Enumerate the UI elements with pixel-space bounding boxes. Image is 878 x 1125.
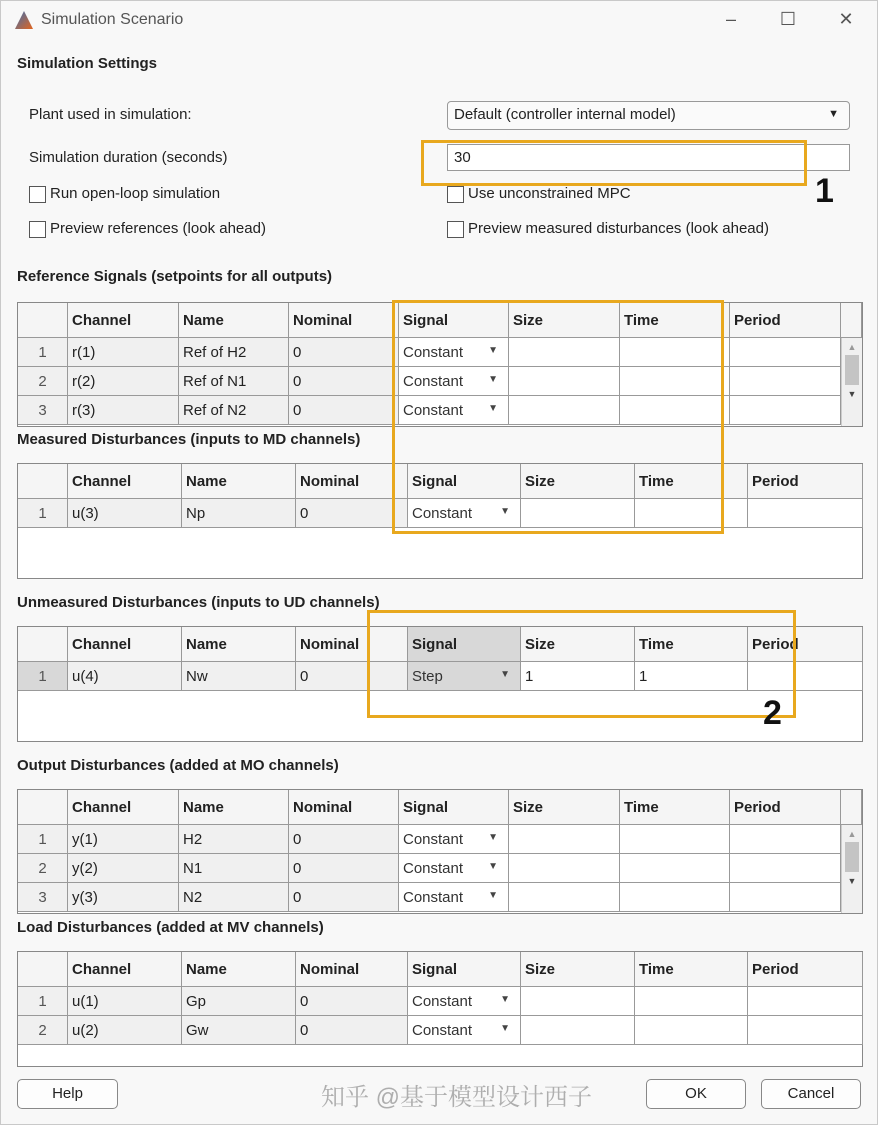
signal-value: Step (412, 668, 443, 685)
checkbox-box[interactable] (447, 221, 464, 238)
table-heading: Measured Disturbances (inputs to MD channels) (17, 431, 361, 448)
row-index: 1 (18, 825, 68, 854)
scroll-up-icon[interactable]: ▲ (847, 829, 857, 839)
simulation-settings-heading: Simulation Settings (17, 55, 158, 72)
checkbox-label: Run open-loop simulation (50, 185, 221, 202)
column-header-time[interactable]: Time (635, 627, 748, 662)
cell-name[interactable]: H2 (179, 825, 289, 854)
close-button[interactable]: ✕ (838, 9, 854, 29)
signal-value: Constant (403, 402, 464, 419)
checkbox-open-loop[interactable] (29, 185, 220, 203)
cell-time[interactable] (620, 854, 730, 883)
cell-period[interactable] (730, 854, 841, 883)
checkbox-box[interactable] (29, 186, 46, 203)
cell-nominal[interactable]: 0 (296, 662, 408, 691)
column-header-signal[interactable]: Signal (408, 627, 521, 662)
row-index: 3 (18, 396, 68, 425)
cell-nominal[interactable]: 0 (289, 396, 399, 425)
column-header-channel[interactable]: Channel (68, 790, 179, 825)
column-header-signal[interactable]: Signal (399, 790, 509, 825)
checkbox-preview-md[interactable] (447, 220, 769, 238)
row-index: 1 (18, 662, 68, 691)
row-index: 2 (18, 854, 68, 883)
cell-name[interactable]: Ref of N1 (179, 367, 289, 396)
cancel-button[interactable]: Cancel (761, 1079, 861, 1109)
cell-channel[interactable]: u(3) (68, 499, 182, 528)
cell-nominal[interactable]: 0 (296, 1016, 408, 1045)
chevron-down-icon: ▼ (488, 374, 498, 385)
cell-period[interactable] (730, 883, 841, 912)
watermark: 知乎 @基于模型设计西子 (321, 1084, 593, 1111)
column-header-period[interactable]: Period (748, 627, 863, 662)
column-header-nominal[interactable]: Nominal (296, 627, 408, 662)
cell-size[interactable] (509, 854, 620, 883)
column-header-channel[interactable]: Channel (68, 303, 179, 338)
checkbox-label: Preview measured disturbances (look ahead) (468, 220, 769, 237)
cell-size[interactable] (509, 825, 620, 854)
cell-nominal[interactable]: 0 (289, 854, 399, 883)
column-header-period[interactable]: Period (730, 790, 841, 825)
chevron-down-icon: ▼ (500, 1023, 510, 1034)
cell-channel[interactable]: y(3) (68, 883, 179, 912)
checkbox-preview-references[interactable] (29, 220, 266, 238)
scrollbar-thumb[interactable] (845, 842, 859, 872)
cell-channel[interactable]: r(1) (68, 338, 179, 367)
scrollbar-thumb[interactable] (845, 355, 859, 385)
plant-label: Plant used in simulation: (29, 106, 192, 123)
cell-name[interactable]: Ref of H2 (179, 338, 289, 367)
cell-time[interactable] (620, 825, 730, 854)
signal-dropdown[interactable] (399, 883, 509, 912)
table-heading: Unmeasured Disturbances (inputs to UD channels) (17, 594, 380, 611)
plant-dropdown[interactable] (447, 101, 850, 130)
signal-value: Constant (403, 373, 464, 390)
cell-time[interactable]: 1 (635, 662, 748, 691)
column-header-period[interactable]: Period (730, 303, 841, 338)
cell-channel[interactable]: r(2) (68, 367, 179, 396)
chevron-down-icon: ▼ (488, 832, 498, 843)
annotation-1: 1 (815, 172, 834, 210)
column-header-nominal[interactable]: Nominal (296, 464, 408, 499)
highlight-box-2 (367, 610, 796, 718)
chevron-down-icon: ▼ (500, 506, 510, 517)
checkbox-box[interactable] (29, 221, 46, 238)
cell-channel[interactable]: y(1) (68, 825, 179, 854)
cell-size[interactable] (509, 883, 620, 912)
column-header-time[interactable]: Time (635, 952, 748, 987)
checkbox-label: Use unconstrained MPC (468, 185, 631, 202)
highlight-box-signal-columns (392, 300, 724, 534)
chevron-down-icon: ▼ (500, 994, 510, 1005)
ok-button[interactable]: OK (646, 1079, 746, 1109)
chevron-down-icon: ▼ (488, 403, 498, 414)
table-heading: Output Disturbances (added at MO channels) (17, 757, 339, 774)
chevron-down-icon: ▼ (488, 345, 498, 356)
matlab-logo-icon (15, 11, 33, 29)
column-header-size[interactable]: Size (521, 952, 635, 987)
row-index: 2 (18, 1016, 68, 1045)
column-header-nominal[interactable]: Nominal (296, 952, 408, 987)
header-corner (18, 790, 68, 825)
column-header-signal[interactable]: Signal (408, 952, 521, 987)
row-index: 1 (18, 338, 68, 367)
table-heading: Load Disturbances (added at MV channels) (17, 919, 324, 936)
column-header-channel[interactable]: Channel (68, 627, 182, 662)
cell-nominal[interactable]: 0 (296, 987, 408, 1016)
signal-dropdown[interactable] (408, 987, 521, 1016)
duration-label: Simulation duration (seconds) (29, 149, 228, 166)
signal-value: Constant (403, 860, 464, 877)
table-heading: Reference Signals (setpoints for all outputs) (17, 268, 333, 285)
signal-value: Constant (412, 993, 473, 1010)
cell-channel[interactable]: u(2) (68, 1016, 182, 1045)
column-header-name[interactable]: Name (182, 464, 296, 499)
column-header-channel[interactable]: Channel (68, 952, 182, 987)
cell-name[interactable]: N2 (179, 883, 289, 912)
plant-value: Default (controller internal model) (454, 106, 676, 123)
cell-time[interactable] (635, 1016, 748, 1045)
checkbox-unconstrained-mpc[interactable] (447, 185, 631, 203)
cell-size[interactable] (521, 987, 635, 1016)
cell-channel[interactable]: y(2) (68, 854, 179, 883)
window-title: Simulation Scenario (41, 11, 184, 28)
cell-name[interactable]: Gw (182, 1016, 296, 1045)
header-corner (18, 952, 68, 987)
signal-value: Constant (412, 505, 473, 522)
scroll-down-icon[interactable]: ▼ (847, 389, 857, 399)
row-index: 1 (18, 499, 68, 528)
header-corner (18, 627, 68, 662)
signal-value: Constant (403, 889, 464, 906)
highlight-box-1 (421, 140, 807, 186)
chevron-down-icon: ▼ (488, 861, 498, 872)
chevron-down-icon: ▼ (500, 669, 510, 680)
cell-nominal[interactable]: 0 (289, 825, 399, 854)
header-spacer (841, 303, 862, 338)
column-header-size[interactable]: Size (509, 790, 620, 825)
column-header-time[interactable]: Time (620, 303, 730, 338)
cell-nominal[interactable]: 0 (296, 499, 408, 528)
cell-name[interactable]: Ref of N2 (179, 396, 289, 425)
column-header-size[interactable]: Size (521, 464, 635, 499)
chevron-down-icon: ▼ (828, 108, 839, 120)
cell-channel[interactable]: r(3) (68, 396, 179, 425)
cell-name[interactable]: Gp (182, 987, 296, 1016)
column-header-name[interactable]: Name (179, 790, 289, 825)
cell-nominal[interactable]: 0 (289, 367, 399, 396)
signal-dropdown[interactable] (399, 854, 509, 883)
signal-dropdown[interactable] (408, 1016, 521, 1045)
cell-time[interactable] (620, 883, 730, 912)
row-index: 1 (18, 987, 68, 1016)
scroll-down-icon[interactable]: ▼ (847, 876, 857, 886)
table-output-disturbances (17, 789, 863, 914)
cell-nominal[interactable]: 0 (289, 883, 399, 912)
column-header-time[interactable]: Time (620, 790, 730, 825)
signal-value: Constant (412, 1022, 473, 1039)
help-button[interactable]: Help (17, 1079, 118, 1109)
row-index: 2 (18, 367, 68, 396)
cell-size[interactable] (521, 1016, 635, 1045)
column-header-time[interactable]: Time (635, 464, 748, 499)
cell-period[interactable] (730, 825, 841, 854)
column-header-name[interactable]: Name (182, 627, 296, 662)
column-header-period[interactable]: Period (748, 952, 863, 987)
row-index: 3 (18, 883, 68, 912)
column-header-channel[interactable]: Channel (68, 464, 182, 499)
column-header-period[interactable]: Period (748, 464, 863, 499)
column-header-nominal[interactable]: Nominal (289, 790, 399, 825)
column-header-nominal[interactable]: Nominal (289, 303, 399, 338)
minimize-button[interactable]: – (725, 9, 736, 29)
cell-period[interactable] (730, 367, 841, 396)
signal-value: Constant (403, 344, 464, 361)
chevron-down-icon: ▼ (488, 890, 498, 901)
vertical-scrollbar[interactable] (841, 338, 862, 426)
cell-size[interactable]: 1 (521, 662, 635, 691)
column-header-size[interactable]: Size (509, 303, 620, 338)
column-header-name[interactable]: Name (182, 952, 296, 987)
signal-dropdown[interactable] (399, 825, 509, 854)
cell-name[interactable]: Nw (182, 662, 296, 691)
column-header-signal[interactable]: Signal (399, 303, 509, 338)
cell-nominal[interactable]: 0 (289, 338, 399, 367)
cell-period[interactable] (730, 396, 841, 425)
checkbox-label: Preview references (look ahead) (50, 220, 266, 237)
header-corner (18, 303, 68, 338)
cell-channel[interactable]: u(4) (68, 662, 182, 691)
maximize-button[interactable]: ☐ (779, 9, 797, 29)
cell-name[interactable]: N1 (179, 854, 289, 883)
header-spacer (841, 790, 862, 825)
cell-period[interactable] (748, 1016, 863, 1045)
cell-period[interactable] (748, 987, 863, 1016)
cell-channel[interactable]: u(1) (68, 987, 182, 1016)
vertical-scrollbar[interactable] (841, 825, 862, 913)
column-header-name[interactable]: Name (179, 303, 289, 338)
column-header-signal[interactable]: Signal (408, 464, 521, 499)
column-header-size[interactable]: Size (521, 627, 635, 662)
cell-period[interactable] (730, 338, 841, 367)
header-corner (18, 464, 68, 499)
table-load-disturbances (17, 951, 863, 1067)
cell-time[interactable] (635, 987, 748, 1016)
duration-input[interactable]: 30 (447, 144, 850, 171)
scroll-up-icon[interactable]: ▲ (847, 342, 857, 352)
annotation-2: 2 (763, 694, 782, 732)
cell-name[interactable]: Np (182, 499, 296, 528)
cell-period[interactable] (748, 499, 863, 528)
signal-value: Constant (403, 831, 464, 848)
checkbox-box[interactable] (447, 186, 464, 203)
